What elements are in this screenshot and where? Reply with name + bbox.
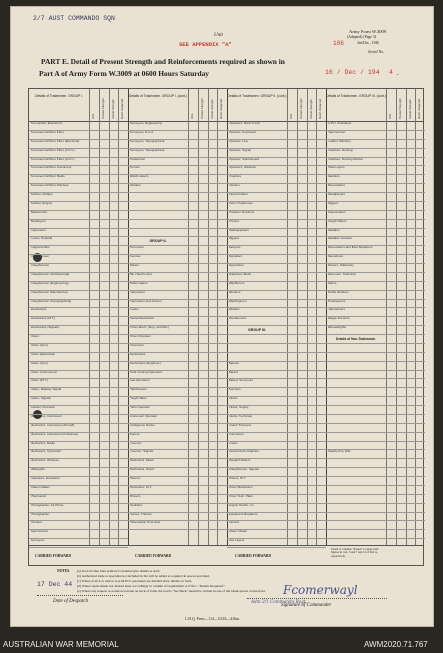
table-cell: Height Taker (129, 397, 147, 401)
note-line-3: (c) Where A.W.A.S. and/or A.A.M.W.S. personnel are detailed show details on back. (77, 579, 193, 583)
serial-label: Serial No. (368, 49, 385, 54)
table-cell: Storemen, Technical (327, 272, 356, 276)
table-cell: Shoemakers (327, 184, 345, 188)
table-cell: Watchmakers (129, 175, 149, 179)
table-cell: Fitters (Gun) (30, 343, 48, 347)
column-subheader-1-4: Reinf. Required (120, 98, 125, 119)
row-rule (326, 494, 425, 495)
column-subheader-3-2: Posted Strength (298, 98, 303, 119)
table-cell: Orderlies (228, 175, 242, 179)
row-rule (128, 201, 227, 202)
group-label-3: GROUP III. (247, 327, 267, 332)
column-subheader-2-2: Posted Strength (199, 98, 204, 119)
table-cell: Riggers (228, 237, 240, 241)
table-cell: Stevedores (327, 255, 344, 259)
caption-right: AWM2020.71.767 (364, 640, 428, 649)
table-cell: Mechanics, M.T. (129, 485, 152, 489)
table-cell: Operator, Line (228, 139, 249, 143)
table-cell: Blacksmiths (30, 210, 48, 214)
table-cell: Concreters (228, 432, 244, 436)
table-cell: Orderlies, Nursing Mental (327, 157, 363, 161)
table-cell: Tradesmen (129, 157, 146, 161)
table-cell: Wall Borers (228, 281, 245, 285)
note-line-5: (e) Where any request or notation is made on back of form, the words "See Back" should be written in one of the blank spaces on the front. (77, 589, 266, 593)
carried-forward-row (28, 546, 424, 566)
table-cell: Armament Artificer Instrument (30, 166, 72, 170)
signature-label: Signature of Commander (281, 603, 332, 608)
table-cell: Drummers (129, 343, 144, 347)
table-cell: Dental Mechanics (129, 317, 155, 321)
row-rule (326, 529, 425, 530)
column-subheader-1-1: W.E. (91, 112, 95, 119)
row-rule (326, 432, 425, 433)
form-number: 106 (333, 40, 344, 47)
table-cell: Blk. Hand's Asst. (129, 272, 153, 276)
table-cell: Signwriters (228, 264, 244, 267)
table-cell: Turners (129, 166, 141, 170)
column-subheader-3-3: Actual Strength (308, 99, 313, 119)
table-cell: Armament Artificer Fitter (A.F.V.) (30, 157, 75, 161)
table-cell: Electricians (Signals) (30, 326, 60, 330)
table-cell: Cooks (228, 441, 238, 445)
carried-forward-3: CARRIED FORWARD (235, 554, 272, 558)
row-rule (227, 343, 326, 344)
table-cell: Mechanics, Wireless (30, 459, 59, 463)
table-cell: Surveyors (30, 539, 45, 543)
table-cell: Welders (129, 184, 141, 188)
table-cell: Coppersmiths (30, 246, 50, 250)
table-cell: Draughtsmen (30, 264, 50, 267)
table-cell: Saddlers' workers (327, 237, 352, 241)
table-cell: Machinists, Wood (129, 468, 154, 472)
column-subheader-3-4: Reinf. Required (318, 98, 323, 119)
row-rule (227, 325, 326, 326)
group-label-non-trades: Details of Non-Tradesmen. (335, 336, 377, 341)
table-cell: Armament Artificer Fitter (A.F.V.) (30, 148, 75, 152)
table-cell: Telephone Mech. (228, 272, 253, 276)
table-cell: Intelligence Duties (129, 423, 155, 427)
column-header-group-3: Details of Tradesmen. GROUP II. (cont.) (227, 94, 287, 98)
table-cell: Mechanics, Instrument (Aircraft) (30, 423, 75, 427)
column-subheader-2-4: Reinf. Required (219, 98, 224, 119)
army-form-label: Army Form W.3009 (349, 29, 387, 34)
row-rule (326, 467, 425, 468)
form-sheet (10, 6, 434, 627)
column-subheader-3-1: W.E. (289, 112, 293, 119)
row-rule (326, 396, 425, 397)
table-cell: Photographer (30, 512, 50, 516)
table-cell: Millwrights (30, 468, 45, 472)
table-cell: Operator, Switchboard (228, 157, 260, 161)
appendix-typed: SEE APPENDIX "A" (179, 41, 232, 48)
column-subheader-1-3: Actual Strength (110, 99, 115, 119)
notes-title: NOTES. (57, 569, 71, 573)
table-cell: Boilermakers (129, 281, 148, 285)
row-rule (326, 361, 425, 362)
table-cell: Engine Hands, I.C. (228, 503, 255, 507)
table-cell: Clerks (228, 397, 238, 401)
row-rule (326, 441, 425, 442)
table-cell: Artificer, Artillery (30, 193, 53, 196)
row-rule (326, 476, 425, 477)
table-cell: Photographer, Air Photo (30, 503, 64, 507)
date-line: 2nd Dec., 1940 (357, 41, 379, 45)
table-cell: Pharmacist (30, 494, 46, 498)
table-cell: Driver-Operator (129, 335, 151, 338)
table-cell: Operator, Keyboard (228, 130, 256, 134)
table-cell: Machinists, Metal (129, 459, 154, 463)
row-rule (227, 352, 326, 353)
adapted-label: (Adapted) (Page 3) (347, 35, 377, 39)
table-cell: Surveyors, R.A.A. (129, 130, 155, 134)
table-cell: Armourers (129, 246, 144, 250)
table-cell: Electricians (Engineer) (129, 361, 161, 365)
table-cell: Plumber (30, 521, 43, 525)
table-cell: Operators, Wireless (228, 166, 256, 170)
table-cell: Surveyors, Topographical (129, 139, 165, 143)
table-cell: Mechanics, Instrument (30, 414, 62, 418)
table-cell: Electricians (129, 352, 146, 356)
table-cell: Signallers (228, 255, 243, 259)
table-cell: Masons (129, 477, 141, 480)
column-header-group-2: Details of Tradesmen. GROUP I. (cont.) (128, 94, 188, 98)
table-cell: Orderlies, Nursing (327, 148, 353, 152)
row-rule (326, 343, 425, 344)
table-cell: Stokers, Stationary (327, 264, 354, 267)
note-line-4: (d) Where replacement not desired enter accordingly in column of requirement or if R.C. "Details Requered". (77, 584, 226, 588)
table-cell: Washingmen (228, 299, 247, 303)
note-line-2: (b) Authorized trade or specialist not included in list will be added as required in spaces provided. (77, 574, 210, 578)
table-cell: Upholsterers (327, 308, 346, 312)
table-cell: Textile Refitters (327, 290, 349, 294)
table-cell: Carpenters and Joiners (129, 299, 162, 303)
table-cell: Gas Layers (228, 539, 245, 543)
table-cell: Driver Mechanics (228, 485, 253, 489)
row-rule (326, 512, 425, 513)
table-cell: G.P.O. Assistants (327, 122, 352, 125)
row-rule (326, 458, 425, 459)
table-cell: Painters (228, 184, 240, 188)
row-rule (326, 352, 425, 353)
table-cell: Equipment Repairers (228, 512, 258, 516)
table-cell: Surveyors, Topographical (129, 148, 165, 152)
table-cell: Draughtsmen (Engineering) (30, 281, 69, 285)
unit-label: Unit (214, 33, 223, 38)
note-line-1: (a) In each other than primary is detailed give details as such. (77, 569, 161, 573)
table-cell: Battery Surveyors (228, 379, 254, 383)
table-cell: Mechanics, Typewriter (30, 450, 62, 454)
table-cell: Bakers (129, 264, 140, 267)
column-subheader-4-2: Posted Strength (397, 98, 402, 119)
table-cell: Carpenters (129, 290, 145, 294)
table-cell: Operators, Excavator (30, 477, 60, 480)
table-cell: Wheelwrights (327, 326, 347, 330)
table-cell: Draughtsmen (Architectural) (30, 272, 70, 276)
row-rule (128, 236, 227, 237)
row-rule (128, 210, 227, 211)
part-year-digit: 4 (389, 69, 393, 76)
table-cell: Cooks (129, 308, 139, 312)
table-cell: Predictor Numbers (228, 210, 255, 214)
table-cell: Sawyers (228, 246, 241, 250)
table-cell: Surveyors, Engineering (129, 122, 162, 125)
table-cell: Ropeworkers (327, 210, 346, 214)
commander-signature: Fcomerwayl (283, 583, 358, 597)
table-cell: Saw Doctors (30, 530, 49, 534)
part-title-line-2: Part A of Army Form W.3009 at 0600 Hours Saturday (39, 69, 209, 78)
table-cell: Rough Riders (327, 219, 347, 223)
row-rule (128, 228, 227, 229)
table-cell: Mincers (129, 494, 141, 498)
table-cell: Fitters (Instrument) (30, 370, 57, 374)
table-cell: Coach Trimmers (228, 423, 252, 427)
table-cell: Batmen (228, 361, 240, 365)
table-cell: Hammermen (327, 130, 346, 134)
table-cell: Draughtsmen, Signals (228, 468, 259, 472)
table-cell: Fitters (Gun) (30, 361, 48, 365)
row-rule (326, 387, 425, 388)
table-cell: Dental Clerk Orderlies (228, 450, 259, 454)
column-subheader-4-1: W.E. (388, 112, 392, 119)
row-rule (128, 529, 227, 530)
table-cell: Draughtsmen (Mechanical) (30, 290, 68, 294)
table-cell: Drivers, M.T. (228, 477, 246, 480)
row-rule (326, 503, 425, 504)
table-cell: Armament Artificer Wireless (30, 184, 69, 188)
table-cell: Moulders (129, 503, 143, 507)
table-cell: Linemen, Signals (129, 450, 154, 454)
table-cell: Printers (228, 219, 240, 223)
signature-rule (247, 598, 387, 599)
row-rule (326, 370, 425, 371)
table-cell: Dispatch Riders (228, 459, 251, 463)
table-cell: Fitters (30, 335, 40, 338)
table-cell: Joiners (129, 432, 140, 436)
table-cell: Observation Post Asst. (129, 521, 161, 525)
group-label-2: GROUP II. (149, 239, 167, 244)
table-cell: Riggers (327, 201, 339, 205)
table-cell: Armament Artificer Radio (30, 175, 65, 179)
table-cell: Bakers (228, 370, 239, 374)
signature-subtitle: Adm 2/1 Commando Regt. (251, 599, 307, 604)
table-cell: Timekeepers (327, 299, 346, 303)
table-cell: Butchers (228, 388, 241, 392)
table-cell: Operators, Rivet Anvils (228, 122, 260, 125)
row-rule (128, 192, 227, 193)
table-cell: Armament Artificer Fitter (30, 130, 64, 134)
table-cell: Clerks, Supply (228, 406, 249, 409)
table-cell: Fitters (M.T.) (30, 379, 48, 383)
table-cell: Radiographers (228, 228, 249, 232)
row-rule (326, 538, 425, 539)
table-cell: Shoemakers and Boot Repairers (327, 246, 373, 250)
table-cell: Pattern Maker (30, 485, 50, 489)
table-cell: Carpenters (30, 228, 46, 232)
column-header-group-1: Details of Tradesmen. GROUP I. (35, 94, 83, 98)
table-cell: Panel Knitters (228, 193, 248, 196)
table-cell: Gas Operators (129, 379, 150, 383)
row-rule (326, 334, 425, 335)
table-cell: Wagon Erectors (327, 317, 350, 321)
table-cell: Armament Artificer Fitter (Electrical) (30, 139, 80, 143)
table-cell: Welders (228, 308, 240, 312)
table-cell: Instrument Operator (129, 414, 158, 418)
part-title-line-1: PART E. Detail of Present Strength and Reinforcements required as shown in (41, 57, 285, 66)
table-cell: Bricklayers (30, 219, 46, 223)
column-subheader-2-1: W.E. (190, 112, 194, 119)
column-subheader-4-3: Actual Strength (407, 99, 412, 119)
table-cell: Mechanics, Instrument (Ordnance) (30, 432, 79, 436)
part-date-typed: 16 / Dec / 194 (325, 69, 380, 76)
table-cell: Axemen (129, 255, 141, 259)
column-subheader-4-4: Reinf. Required (417, 98, 422, 119)
table-cell: Attached by W.E. (327, 450, 352, 454)
table-cell: Hairdressers (129, 388, 148, 392)
table-cell: Woodturners (228, 317, 247, 321)
table-cell: Fitters (Electrical) (30, 352, 55, 356)
row-rule (326, 520, 425, 521)
strength-table (28, 88, 424, 546)
table-cell: Plate Layers (327, 166, 345, 170)
table-cell: Artificer, Engine (30, 201, 53, 205)
column-header-group-4: Details of Tradesmen. GROUP III. (cont.) (326, 94, 386, 98)
table-cell: Ammunition Examiners (30, 122, 63, 125)
column-subheader-2-3: Actual Strength (209, 99, 214, 119)
table-cell: Cooks, Hospital (30, 237, 53, 241)
totals-note: Totals of columns "Posted" to agree with figures in cols. 5 and 7 and 12 of Part A, respectively. (331, 547, 379, 558)
table-cell: Electricians (30, 308, 47, 312)
table-cell: Mechanics, Radio (30, 441, 56, 445)
despatch-date-typed: 17 Dec 44 (37, 581, 73, 588)
table-cell: Saddlers (327, 228, 340, 232)
row-rule (326, 378, 425, 379)
carried-forward-1: CARRIED FORWARD (35, 554, 72, 558)
table-cell: Field Costing Operators (129, 370, 163, 374)
row-rule (326, 485, 425, 486)
table-cell: Fitters, Signals (30, 397, 51, 401)
despatch-date-label: Date of Despatch (53, 599, 88, 604)
table-cell: Wireless (228, 290, 241, 294)
table-cell: Linemen (129, 441, 142, 445)
table-cell: Farriers (228, 521, 240, 525)
table-cell: Nurses, Trained (129, 512, 152, 516)
table-cell: Petrol Tradesmen (228, 201, 253, 205)
table-cell: Driver Tech. Plant (228, 494, 253, 498)
table-cell: Draughtsmen (30, 255, 50, 259)
printer-line: L.H.Q. Press—114—10/43—416m. (185, 617, 240, 621)
caption-left: AUSTRALIAN WAR MEMORIAL (3, 640, 119, 649)
carried-forward-2: CARRIED FORWARD (135, 554, 172, 558)
table-cell: Draughtsmen (Topographical) (30, 299, 72, 303)
row-rule (326, 423, 425, 424)
table-cell: Grinder, Precision (30, 406, 56, 409)
table-cell: Fitters' Mates (228, 530, 247, 534)
table-cell: Driver-Mech. (Eng. and Mct.) (129, 326, 170, 330)
part-year-dot: . (397, 69, 399, 77)
table-cell: Electricians (M.T.) (30, 317, 56, 321)
row-rule (326, 405, 425, 406)
table-cell: Helio Operator (129, 406, 150, 409)
table-cell: Saddlers (327, 175, 340, 179)
table-cell: Leather Stitchers (327, 139, 351, 143)
row-rule (227, 334, 326, 335)
column-subheader-1-2: Posted Strength (100, 98, 105, 119)
unit-typed: 2/7 AUST COMMANDO SQN (33, 15, 115, 22)
table-cell: Fitters, Railway Signal (30, 388, 62, 392)
table-cell: Slaughterers (327, 193, 346, 196)
despatch-date-rule (37, 595, 123, 596)
row-rule (128, 219, 227, 220)
table-cell: Tailors (327, 281, 337, 285)
table-cell: Clerks, Technical (228, 414, 252, 418)
table-cell: Operator, Signal (228, 148, 251, 152)
row-rule (326, 414, 425, 415)
